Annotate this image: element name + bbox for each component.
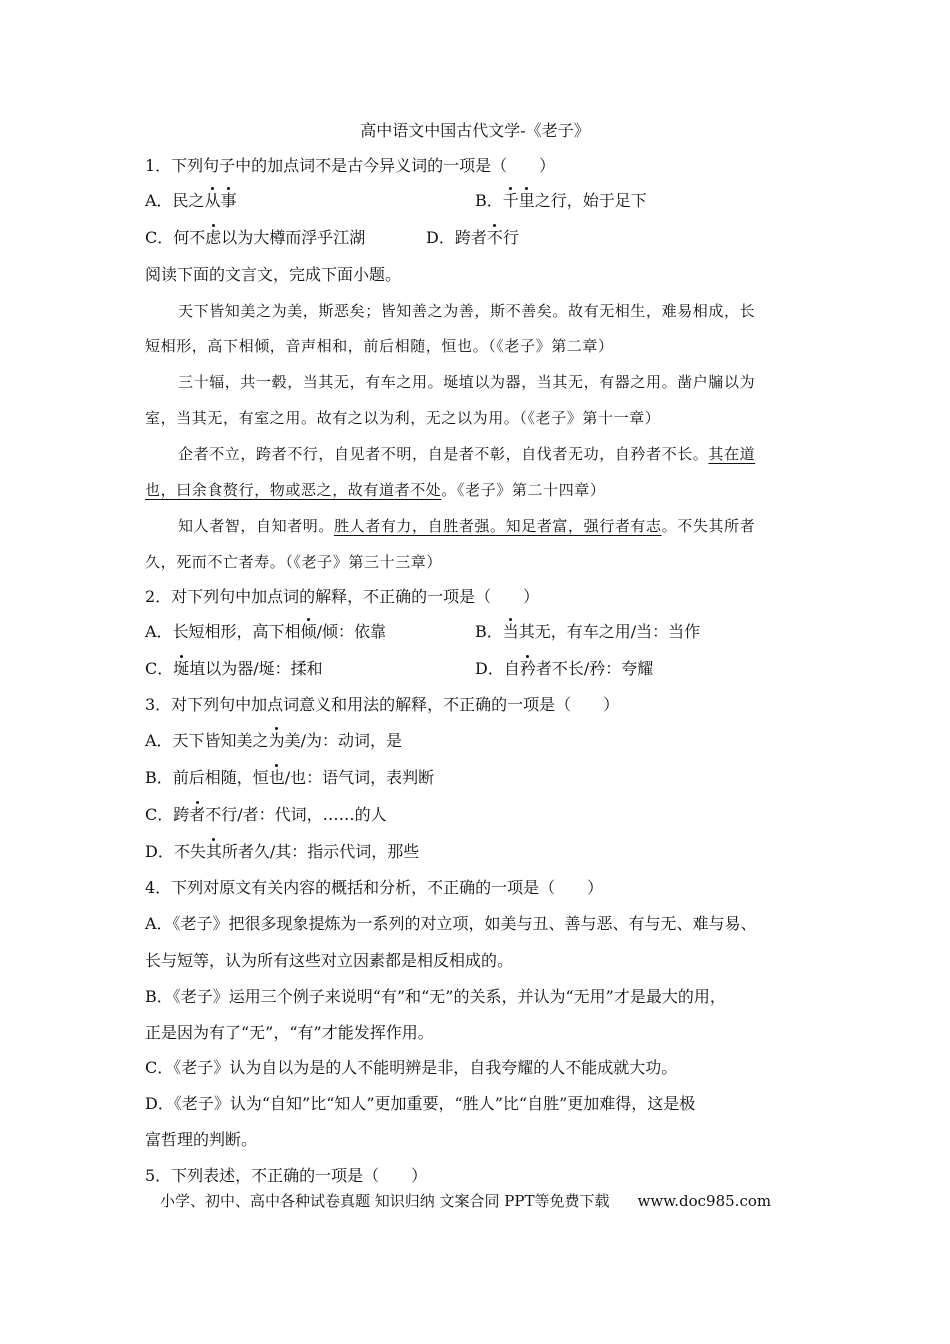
q3-option-b: B．前后相随，恒也/也：语气词，表判断 bbox=[145, 768, 435, 787]
q1-option-a: A．民之从事 bbox=[145, 191, 237, 210]
q4-option-b-line-2: 正是因为有了“无”，“有”才能发挥作用。 bbox=[145, 1023, 434, 1042]
question-2-stem: 2．对下列句中加点词的解释，不正确的一项是（ ） bbox=[145, 587, 540, 606]
q2-option-b: B．当其无，有车之用/当：当作 bbox=[475, 622, 701, 641]
q4-option-d-line-1: D．《老子》认为“自知”比“知人”更加重要，“胜人”比“自胜”更加难得，这是极 bbox=[145, 1094, 696, 1113]
question-5-stem: 5．下列表述，不正确的一项是（ ） bbox=[145, 1166, 428, 1185]
passage-paragraph-1-line-2: 短相形，高下相倾，音声相和，前后相随，恒也。（《老子》第二章） bbox=[145, 337, 614, 355]
reading-instruction: 阅读下面的文言文，完成下面小题。 bbox=[145, 265, 402, 284]
q1-option-c: C．何不虑以为大樽而浮乎江湖 bbox=[145, 228, 366, 247]
question-3-stem: 3．对下列句中加点词意义和用法的解释，不正确的一项是（ ） bbox=[145, 695, 620, 714]
page-title: 高中语文中国古代文学-《老子》 bbox=[360, 121, 590, 140]
q4-option-b-line-1: B．《老子》运用三个例子来说明“有”和“无”的关系，并认为“无用”才是最大的用， bbox=[145, 987, 726, 1006]
q4-option-a-line-2: 长与短等，认为所有这些对立因素都是相反相成的。 bbox=[145, 951, 514, 970]
q2-option-a: A．长短相形，高下相倾/倾：依靠 bbox=[145, 622, 386, 641]
q4-option-d-line-2: 富哲理的判断。 bbox=[145, 1130, 258, 1149]
q3-option-d: D．不失其所者久/其：指示代词，那些 bbox=[145, 842, 420, 861]
passage-paragraph-3-line-2: 也，曰余食赘行，物或恶之，故有道者不处。《老子》第二十四章） bbox=[145, 481, 606, 499]
q3-option-c: C．跨者不行/者：代词，……的人 bbox=[145, 805, 387, 824]
q4-option-c: C．《老子》认为自以为是的人不能明辨是非，自我夸耀的人不能成就大功。 bbox=[145, 1058, 678, 1077]
page-footer bbox=[160, 1190, 771, 1211]
passage-paragraph-4-line-1: 知人者智，自知者明。胜人者有力，自胜者强。知足者富，强行者有志。不失其所者 bbox=[178, 517, 756, 535]
footer-promo-text: 小学、初中、高中各种试卷真题 知识归纳 文案合同 PPT等免费下载 bbox=[160, 1192, 610, 1210]
passage-paragraph-2-line-2: 室，当其无，有室之用。故有之以为利，无之以为用。（《老子》第十一章） bbox=[145, 409, 661, 427]
question-1-stem: 1．下列句子中的加点词不是古今异义词的一项是（ ） bbox=[145, 156, 556, 175]
passage-paragraph-1-line-1: 天下皆知美之为美，斯恶矣；皆知善之为善，斯不善矣。故有无相生，难易相成，长 bbox=[178, 302, 756, 320]
q4-option-a-line-1: A．《老子》把很多现象提炼为一系列的对立项，如美与丑、善与恶、有与无、难与易、 bbox=[145, 914, 757, 933]
q2-option-d: D．自矜者不长/矜：夸耀 bbox=[475, 659, 654, 678]
q2-option-c: C．埏埴以为器/埏：揉和 bbox=[145, 659, 323, 678]
q1-option-b: B．千里之行，始于足下 bbox=[475, 191, 647, 210]
passage-paragraph-2-line-1: 三十辐，共一毂，当其无，有车之用。埏埴以为器，当其无，有器之用。凿户牖以为 bbox=[178, 373, 756, 391]
q3-option-a: A．天下皆知美之为美/为：动词，是 bbox=[145, 731, 402, 750]
question-4-stem: 4．下列对原文有关内容的概括和分析，不正确的一项是（ ） bbox=[145, 878, 604, 897]
passage-paragraph-3-line-1: 企者不立，跨者不行，自见者不明，自是者不彰，自伐者无功，自矜者不长。其在道 bbox=[178, 445, 756, 463]
passage-paragraph-4-line-2: 久，死而不亡者寿。（《老子》第三十三章） bbox=[145, 553, 443, 571]
footer-website: www.doc985.com bbox=[637, 1192, 772, 1210]
q1-option-d: D．跨者不行 bbox=[426, 228, 519, 247]
